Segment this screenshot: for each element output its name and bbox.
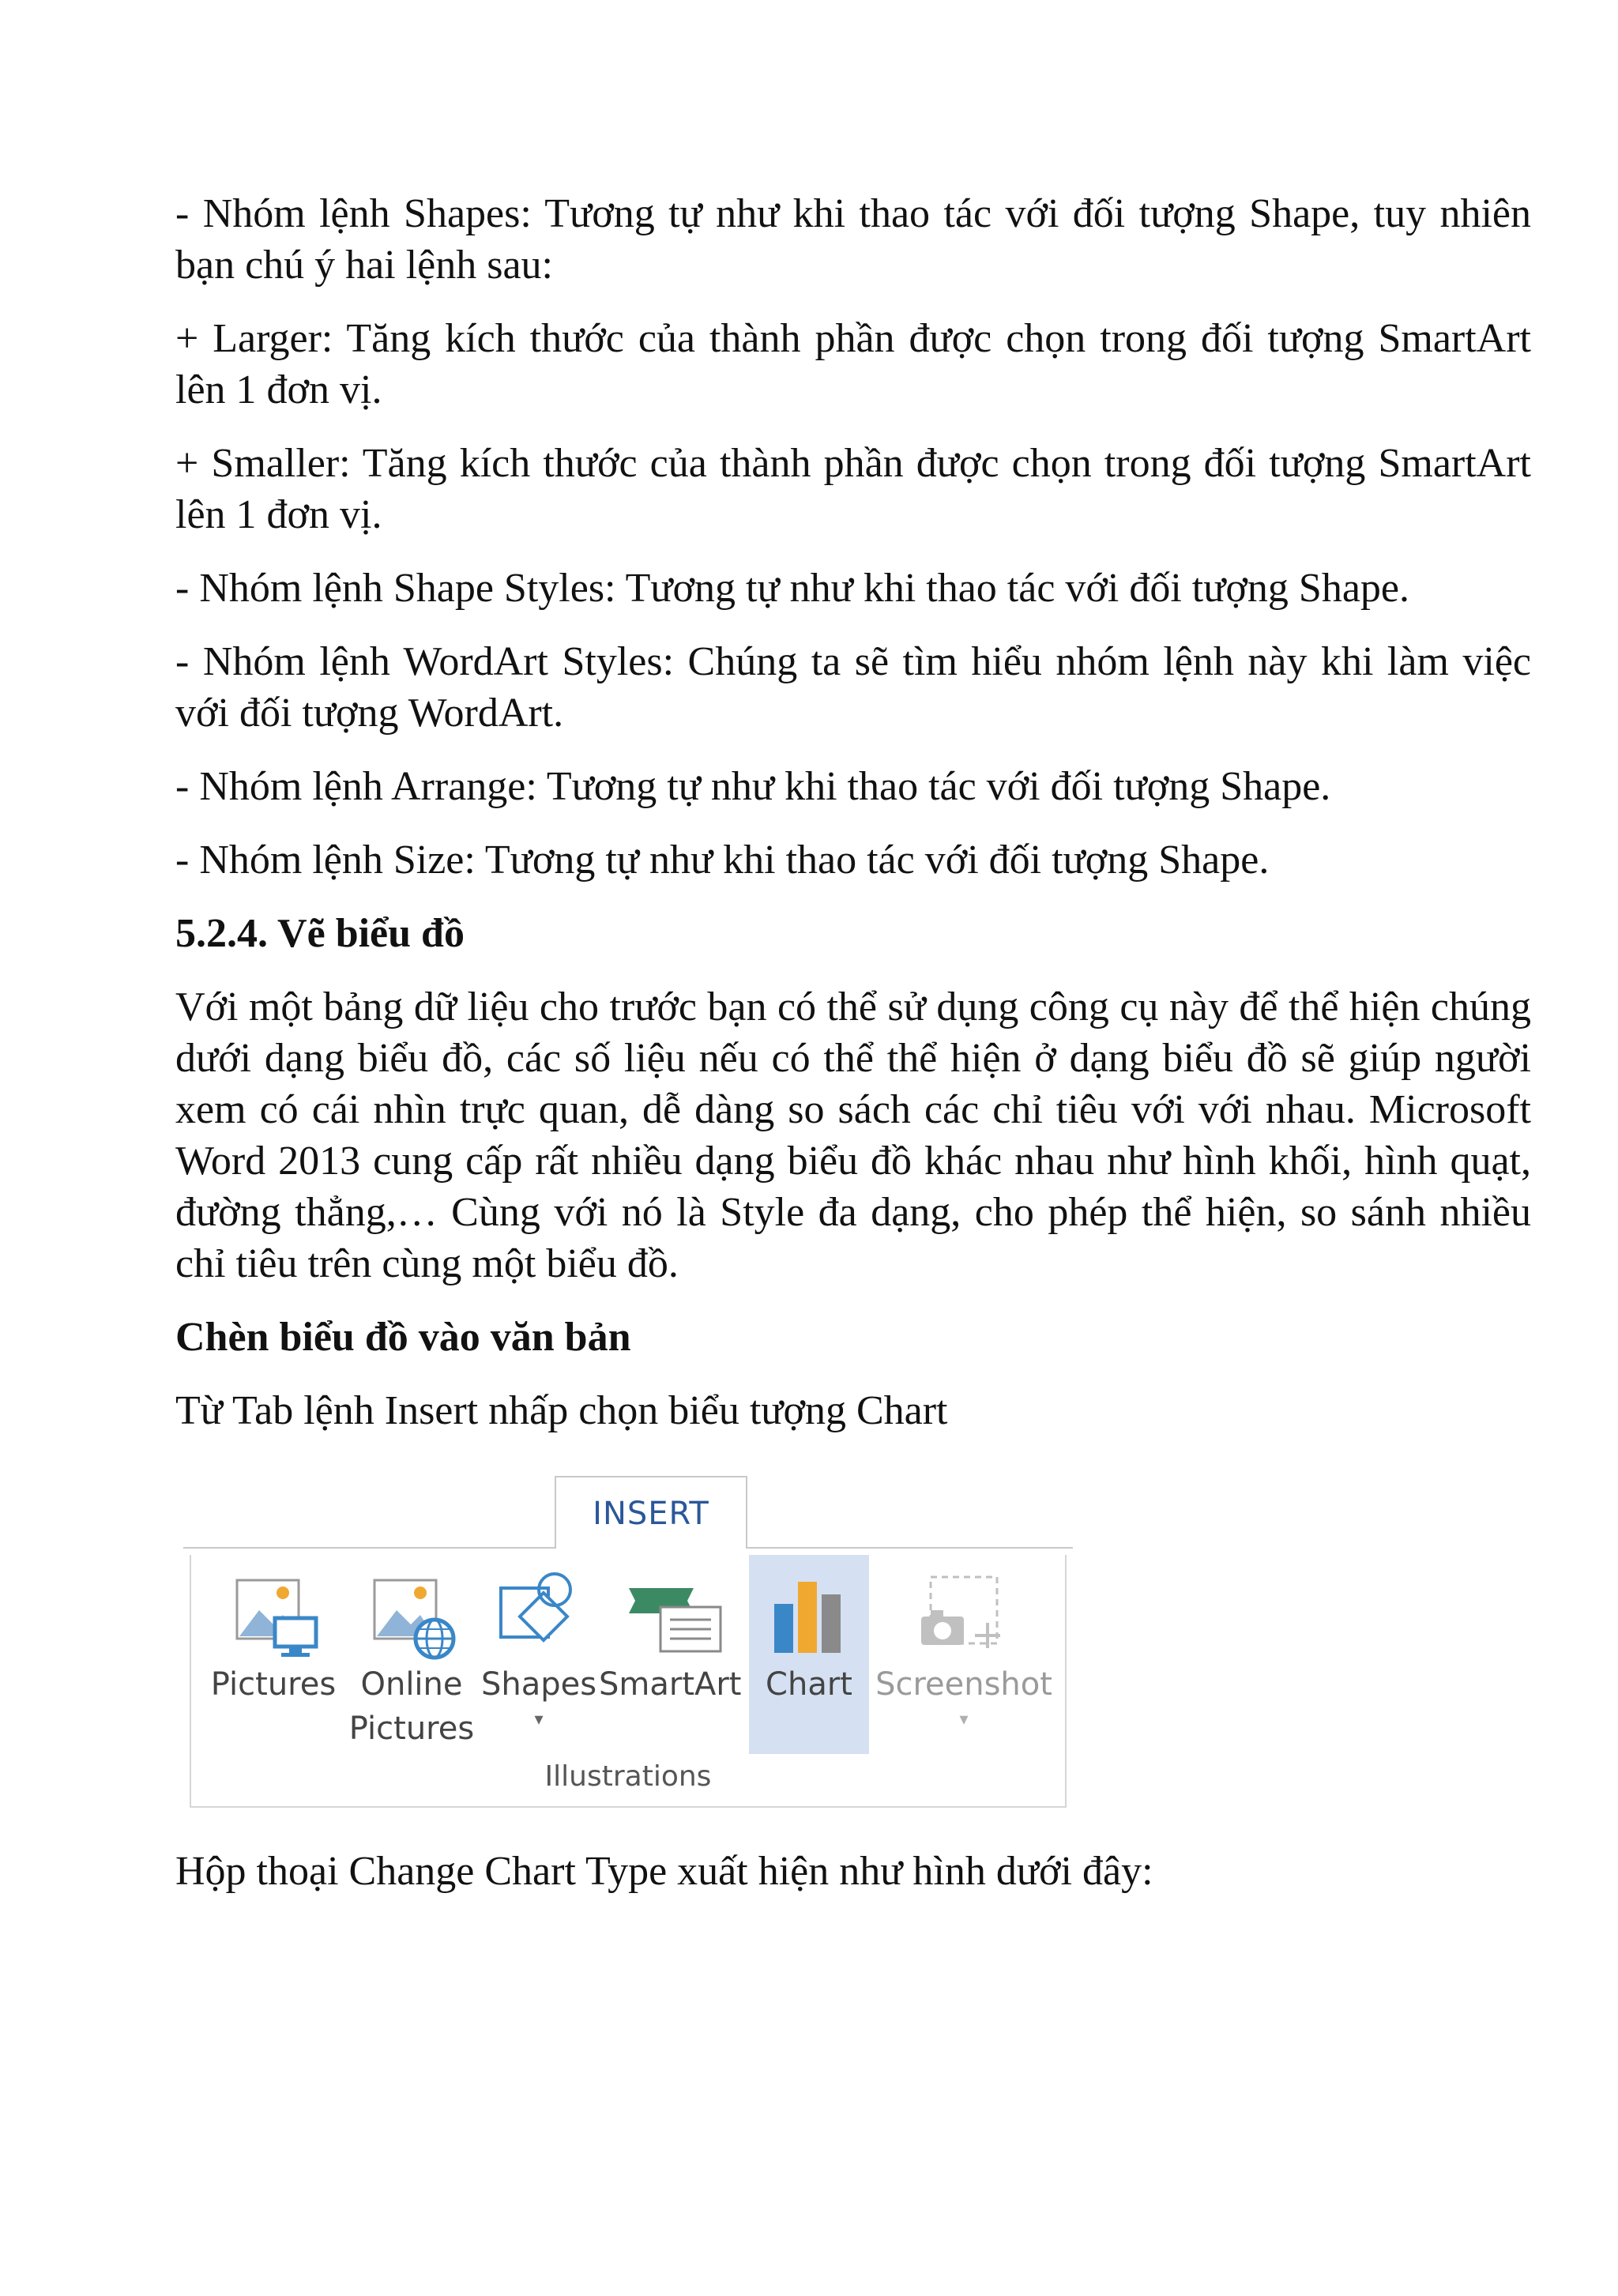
tab-insert[interactable] — [555, 1476, 747, 1549]
chart-label: Chart — [766, 1666, 852, 1703]
shapes-label: Shapes — [480, 1666, 597, 1703]
illustrations-group — [190, 1555, 1067, 1808]
online-pictures-button[interactable] — [346, 1555, 477, 1745]
chart-icon — [749, 1566, 869, 1661]
closing-paragraph-container — [175, 1846, 1531, 1919]
smartart-label: SmartArt — [599, 1666, 742, 1703]
subheading-insert-chart: Chèn biểu đồ vào văn bản — [175, 1315, 631, 1360]
tab-insert-label: INSERT — [593, 1496, 709, 1532]
paragraph-shapes-group: - Nhóm lệnh Shapes: Tương tự như khi thao tác với đối tượng Shape, tuy nhiên bạn chú ý hai lệnh sau: — [175, 191, 1531, 288]
screenshot-label: Screenshot — [875, 1666, 1052, 1703]
document-body — [175, 188, 1531, 1459]
shapes-button[interactable] — [479, 1555, 599, 1745]
paragraph-shape-styles: - Nhóm lệnh Shape Styles: Tương tự như khi thao tác với đối tượng Shape. — [175, 566, 1410, 611]
screenshot-icon — [872, 1566, 1055, 1661]
section-heading: 5.2.4. Vẽ biểu đồ — [175, 911, 465, 956]
paragraph-larger: + Larger: Tăng kích thước của thành phần được chọn trong đối tượng SmartArt lên 1 đơn vị. — [175, 316, 1531, 412]
illustrations-group-label: Illustrations — [544, 1760, 712, 1793]
paragraph-arrange: - Nhóm lệnh Arrange: Tương tự như khi thao tác với đối tượng Shape. — [175, 764, 1331, 809]
screenshot-button[interactable] — [872, 1555, 1055, 1745]
chart-button[interactable] — [749, 1555, 869, 1754]
paragraph-size: - Nhóm lệnh Size: Tương tự như khi thao tác với đối tượng Shape. — [175, 837, 1270, 883]
pictures-button[interactable] — [202, 1555, 344, 1745]
paragraph-chart-intro: Với một bảng dữ liệu cho trước bạn có thể sử dụng công cụ này để thể hiện chúng dưới dạng biểu đồ, các số liệu nếu có thể thể hiện ở dạng biểu đồ sẽ giúp người xem có cái nhìn trực quan, dễ dàng so sách các chỉ tiêu với với nhau. Microsoft Word 2013 cung cấp rất nhiều dạng biểu đồ khác nhau như hình khối, hình quạt, đường thẳng,… Cùng với nó là Style đa dạng, cho phép thể hiện, so sánh nhiều chỉ tiêu trên cùng một biểu đồ. — [175, 984, 1531, 1286]
insert-ribbon-figure — [183, 1476, 1073, 1817]
paragraph-insert-tab: Từ Tab lệnh Insert nhấp chọn biểu tượng Chart — [175, 1388, 948, 1433]
screenshot-dropdown-icon: ▾ — [959, 1710, 969, 1730]
shapes-dropdown-icon: ▾ — [534, 1710, 544, 1730]
online-pictures-label-line2: Pictures — [348, 1711, 475, 1747]
smartart-button[interactable] — [599, 1555, 741, 1745]
pictures-icon — [202, 1566, 344, 1661]
paragraph-wordart-styles: - Nhóm lệnh WordArt Styles: Chúng ta sẽ tìm hiểu nhóm lệnh này khi làm việc với đối tượng WordArt. — [175, 639, 1531, 736]
online-pictures-label-line1: Online — [360, 1666, 463, 1703]
paragraph-smaller: + Smaller: Tăng kích thước của thành phần được chọn trong đối tượng SmartArt lên 1 đơn vị. — [175, 441, 1531, 537]
paragraph-change-chart-type: Hộp thoại Change Chart Type xuất hiện như hình dưới đây: — [175, 1849, 1153, 1894]
shapes-icon — [479, 1566, 599, 1661]
pictures-label: Pictures — [210, 1666, 337, 1703]
online-pictures-icon — [346, 1566, 477, 1661]
smartart-icon — [599, 1566, 741, 1661]
